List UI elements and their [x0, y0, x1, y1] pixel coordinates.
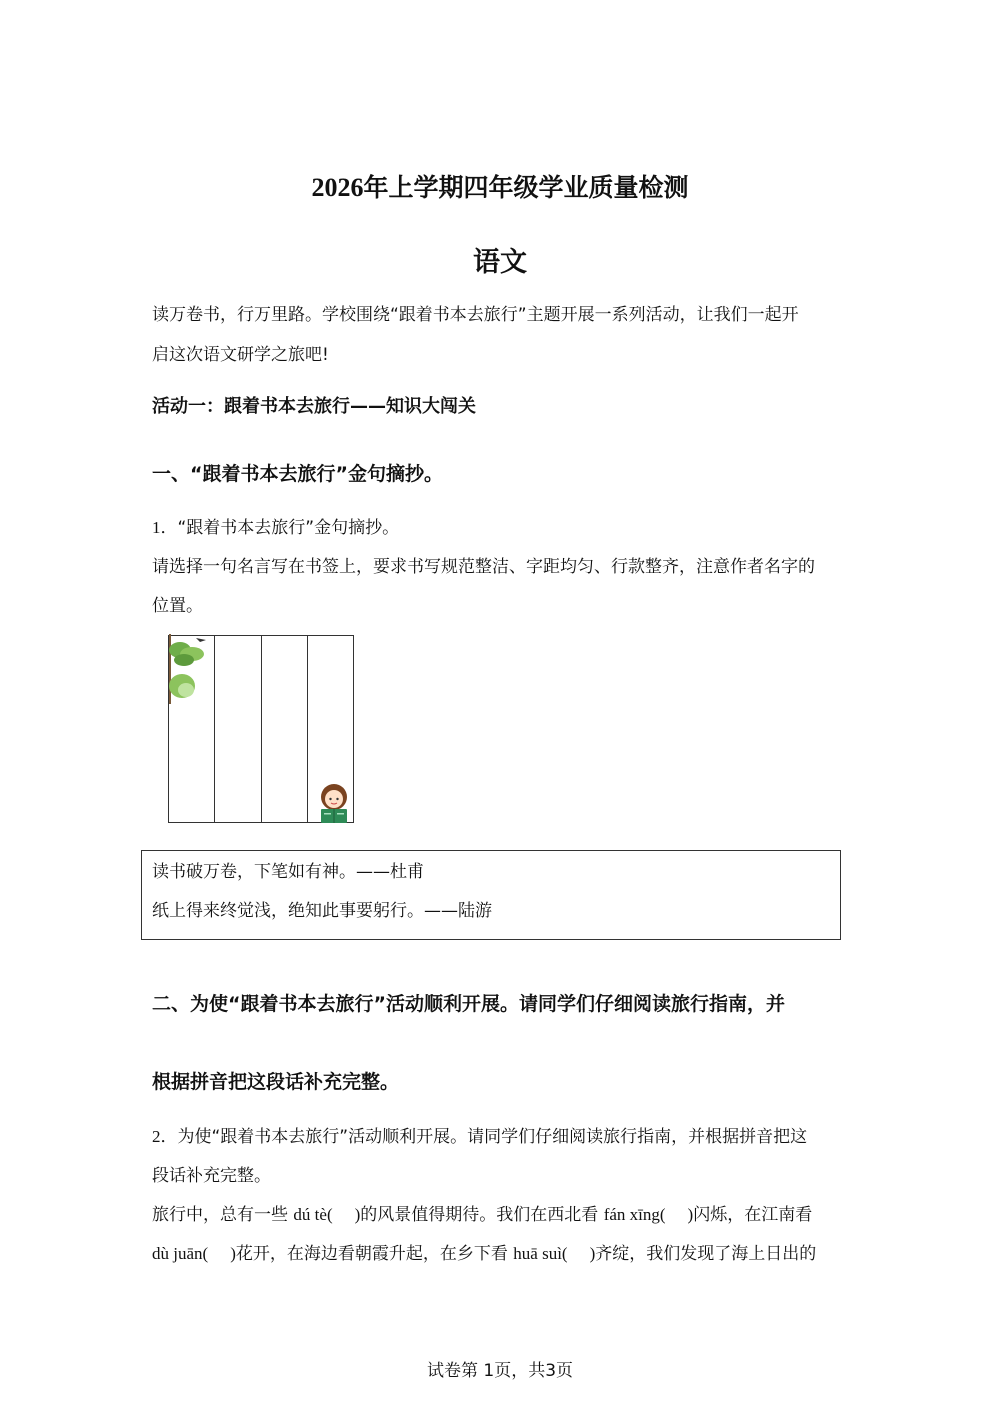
answer-blank-4[interactable]: ( ): [561, 1244, 596, 1263]
subject-title: 语文: [473, 247, 527, 278]
paragraph-text: 花开，在海边看朝霞升起，在乡下看: [235, 1244, 514, 1264]
question-2-number: 2．: [152, 1127, 178, 1146]
paragraph-text: 的风景值得期待。我们在西北看: [360, 1205, 604, 1225]
question-1-instruction-1: 请选择一句名言写在书签上，要求书写规范整洁、字距均匀、行款整齐，注意作者名字的: [152, 557, 815, 577]
pinyin-fan-xing: fán xīng: [603, 1205, 660, 1224]
pinyin-hua-sui: huā suì: [513, 1244, 562, 1263]
question-1-text: “跟着书本去旅行”金句摘抄。: [177, 518, 400, 538]
section-two-heading-line-2: 根据拼音把这段话补充完整。: [152, 1071, 400, 1093]
exam-title-year: 2026: [311, 173, 364, 202]
tree-decoration-icon: [166, 630, 214, 706]
question-2-line-1: [152, 1125, 807, 1149]
intro-line-1: 读万卷书，行万里路。学校围绕“跟着书本去旅行”主题开展一系列活动，让我们一起开: [152, 305, 799, 325]
intro-line-2: 启这次语文研学之旅吧!: [152, 345, 329, 365]
question-1: [152, 516, 399, 540]
question-2-text: 为使“跟着书本去旅行”活动顺利开展。请同学们仔细阅读旅行指南，并根据拼音把这: [177, 1127, 808, 1147]
paragraph-text: 旅行中，总有一些: [152, 1205, 294, 1225]
quote-du-fu: 读书破万卷，下笔如有神。——杜甫: [152, 862, 424, 882]
question-1-instruction-2: 位置。: [152, 596, 203, 616]
section-one-heading: 一、“跟着书本去旅行”金句摘抄。: [152, 463, 443, 485]
question-1-number: 1．: [152, 518, 178, 537]
page-footer: 试卷第 1页，共3页: [426, 1361, 574, 1381]
reading-girl-icon: [314, 780, 354, 824]
answer-blank-3[interactable]: ( ): [202, 1244, 236, 1263]
answer-blank-1[interactable]: ( ): [326, 1205, 361, 1224]
bookmark-column[interactable]: [215, 636, 261, 822]
exam-title: [0, 168, 1000, 204]
section-two-heading-line-1: 二、为使“跟着书本去旅行”活动顺利开展。请同学们仔细阅读旅行指南，并: [152, 993, 785, 1015]
pinyin-paragraph-line-1: [152, 1203, 812, 1227]
paragraph-text: 闪烁，在江南看: [693, 1205, 813, 1225]
quote-lu-you: 纸上得来终觉浅，绝知此事要躬行。——陆游: [152, 901, 492, 921]
paragraph-text: 齐绽，我们发现了海上日出的: [595, 1244, 817, 1264]
exam-title-text: 年上学期四年级学业质量检测: [363, 173, 689, 202]
pinyin-paragraph-line-2: [152, 1242, 816, 1266]
pinyin-du-te: dú tè: [293, 1205, 327, 1224]
activity-one-heading: 活动一：跟着书本去旅行——知识大闯关: [152, 396, 476, 417]
question-2-line-2: 段话补充完整。: [152, 1166, 271, 1186]
pinyin-du-juan: dù juān: [152, 1244, 203, 1263]
bookmark-column[interactable]: [262, 636, 308, 822]
answer-blank-2[interactable]: ( ): [659, 1205, 694, 1224]
